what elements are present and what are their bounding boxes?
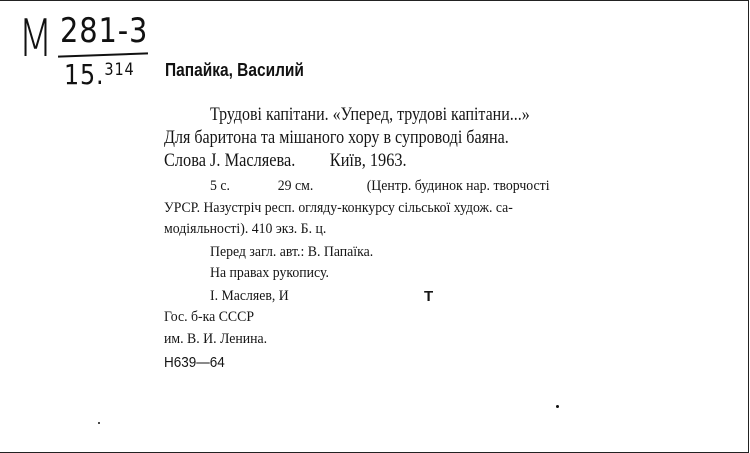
note-line-6: модіяльності). 410 экз. Б. ц. xyxy=(164,221,327,237)
words-by: Слова J. Масляева. xyxy=(164,150,296,171)
imprint: Київ, 1963. xyxy=(329,150,407,171)
tracing-line: I. Масляев, И xyxy=(210,288,289,304)
library-name-2: им. В. И. Ленина. xyxy=(164,331,268,347)
call-letter: М xyxy=(18,9,54,69)
note-manuscript: На правах рукопису. xyxy=(210,265,329,281)
note-line-5: УРСР. Назустріч респ. огляду-конкурсу сільської худож. са- xyxy=(164,200,513,216)
description-line-2: Для баритона та мішаного хору в супроводі баяна. xyxy=(164,127,509,148)
title-line: Трудові капітани. «Уперед, трудові капітани...» xyxy=(210,104,530,125)
collation-line xyxy=(210,178,550,195)
call-number-line2-sup: 314 xyxy=(104,60,135,80)
library-name: Гос. б-ка СССР xyxy=(164,309,255,325)
author-heading: Папайка, Василий xyxy=(165,60,304,80)
size: 29 см. xyxy=(277,178,314,194)
description-line-3 xyxy=(164,150,407,172)
call-number-line2-main: 15. xyxy=(64,58,105,91)
call-number-rule xyxy=(58,52,148,57)
call-number-line2 xyxy=(64,58,135,91)
ink-speck xyxy=(556,405,559,408)
pages: 5 с. xyxy=(210,178,230,194)
card-number: Н639—64 xyxy=(164,354,225,371)
ink-speck xyxy=(98,422,100,424)
note-author: Перед загл. авт.: В. Папаїка. xyxy=(210,244,374,260)
tracing-mark: Т xyxy=(424,288,434,305)
call-number-line1: 281-3 xyxy=(60,11,149,51)
series-note: (Центр. будинок нар. творчості xyxy=(366,178,550,194)
